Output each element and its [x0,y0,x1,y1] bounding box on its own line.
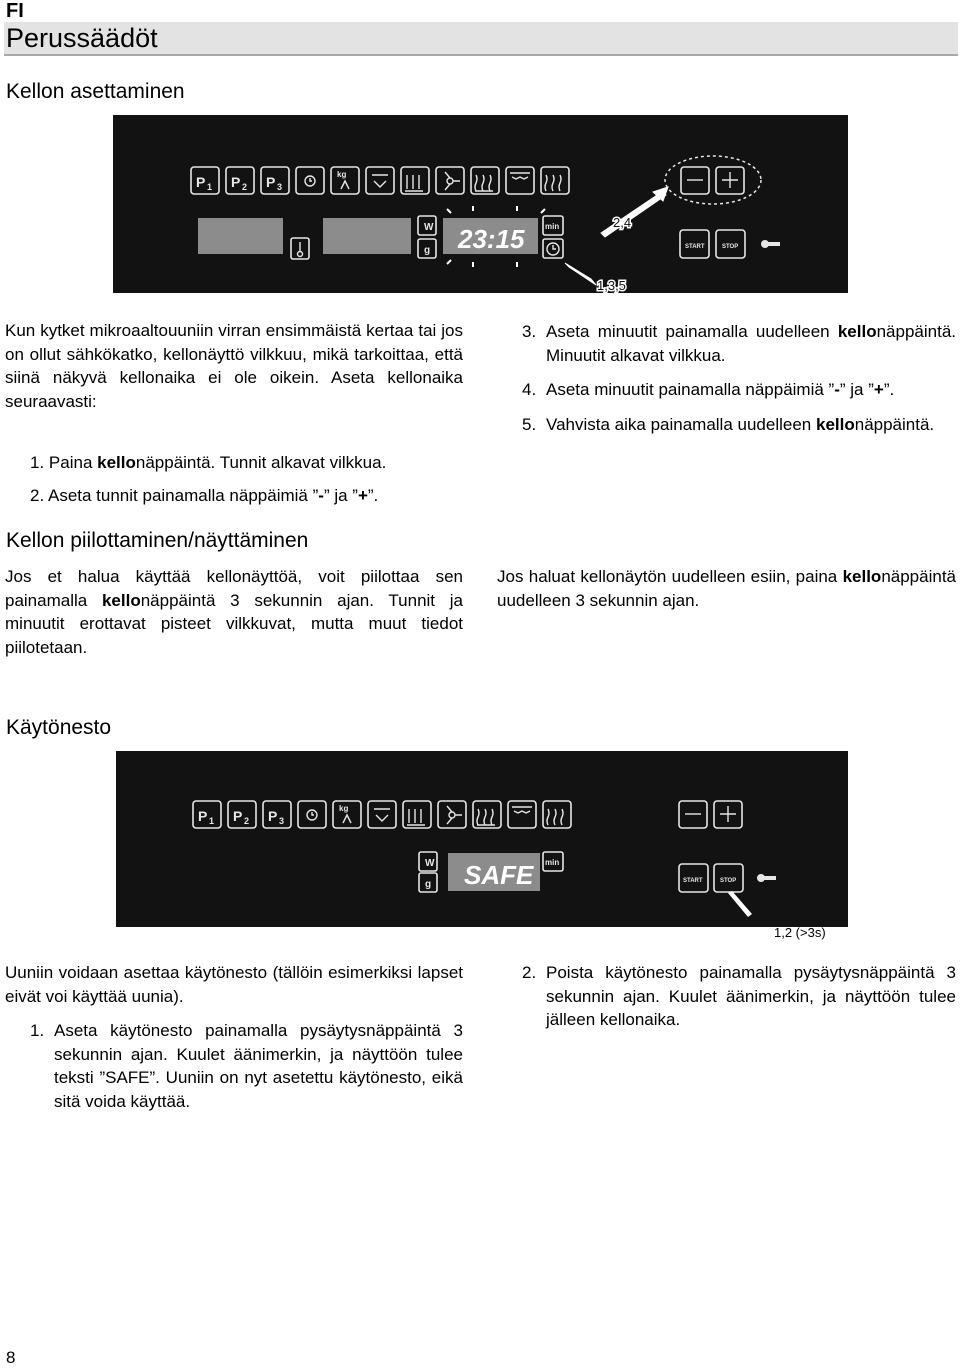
svg-text:STOP: STOP [720,878,737,884]
hide-clock-text: Jos et halua käyttää kellonäyttöä, voit piilottaa sen painamalla kellonäppäintä 3 sekunnin ajan. Tunnit ja minuutit erottavat pisteet vilkkuvat, mutta muut tiedot piilotetaan. [5,567,463,657]
list-item: 5. Vahvista aika painamalla uudelleen kellonäppäintä. [522,414,935,434]
show-clock-text: Jos haluat kellonäytön uudelleen esiin, paina kellonäppäintä uudelleen 3 sekunnin ajan. [497,567,956,610]
callout-2-4: 2,4 [613,215,632,230]
callout-child-lock: 1,2 (>3s) [774,925,826,940]
steam-button [401,167,429,194]
child-lock-steps-right [522,961,956,1032]
list-item: 4. Aseta minuutit painamalla näppäimiä ”-” ja ”+”. [522,380,895,399]
control-panel-clock-illustration [113,115,848,293]
svg-text:START: START [685,244,705,250]
svg-text:P: P [231,174,241,190]
control-panel-clock [113,115,848,293]
child-lock-steps-left [30,1019,463,1113]
language-code: FI [6,0,24,22]
svg-text:kg: kg [339,804,349,813]
list-item: 3. Aseta minuutit painamalla uudelleen kellonäppäintä. Minuutit alkavat vilkkua. [522,322,956,365]
grill-fan-button [366,167,394,194]
section-heading-child-lock: Käytönesto [6,716,112,739]
svg-text:P: P [196,174,206,190]
svg-text:g: g [424,245,431,256]
svg-text:P: P [268,808,278,824]
callout-1-3-5: 1,3,5 [597,278,626,293]
clock-intro: Kun kytket mikroaaltouuniin virran ensimmäistä kertaa tai jos on ollut sähkökatko, kellonäyttö vilkkuu, mikä tarkoittaa, että siinä näkyvä kellonaika ei ole oikein. Aseta kellonaika seuraavasti: [5,321,463,411]
svg-text:3: 3 [277,182,283,192]
page-number: 8 [6,1348,16,1367]
page-title-bar [4,22,958,56]
list-item: 2. Poista käytönesto painamalla pysäytysnäppäintä 3 sekunnin ajan. Kuulet äänimerkin, ja näyttöön tulee jälleen kellonaika. [522,963,956,1029]
svg-text:kg: kg [337,170,347,179]
section-heading-hide-clock: Kellon piilottaminen/näyttäminen [6,529,309,552]
page-title: Perussäädöt [6,23,158,53]
svg-text:min: min [545,858,560,867]
display-mid [323,218,411,254]
svg-text:START: START [683,878,703,884]
list-item: 2. Aseta tunnit painamalla näppäimiä ”-” ja ”+”. [30,485,379,505]
clock-steps-right [522,320,956,436]
svg-text:P: P [233,808,243,824]
list-item: 1. Aseta käytönesto painamalla pysäytysnäppäintä 3 sekunnin ajan. Kuulet äänimerkin, ja näyttöön tulee teksti ”SAFE”. Uuniin on nyt asetettu käytönesto, eikä sitä voida käyttää. [30,1021,463,1111]
svg-text:min: min [545,222,560,231]
svg-text:W: W [425,858,435,869]
child-lock-intro: Uuniin voidaan asettaa käytönesto (tällöin esimerkiksi lapset eivät voi käyttää uunia). [5,963,463,1006]
svg-text:3: 3 [279,816,285,826]
svg-text:P: P [266,174,276,190]
svg-text:g: g [425,879,432,890]
section-heading-clock: Kellon asettaminen [6,80,185,103]
svg-text:W: W [424,222,434,233]
svg-text:1: 1 [209,816,215,826]
svg-text:2: 2 [242,182,248,192]
clock-readout: 23:15 [458,224,525,254]
plus-minus-highlight [665,156,761,204]
grill-button [506,167,534,194]
svg-text:1: 1 [207,182,213,192]
svg-text:2: 2 [244,816,250,826]
control-panel-safe [116,751,848,927]
display-left [198,218,283,254]
clock-steps-left [30,451,463,507]
svg-text:P: P [198,808,208,824]
svg-text:STOP: STOP [722,244,739,250]
control-panel-safe-illustration [116,751,848,927]
list-item: 1. Paina kellonäppäintä. Tunnit alkavat vilkkua. [30,453,387,472]
safe-readout: SAFE [464,860,534,890]
